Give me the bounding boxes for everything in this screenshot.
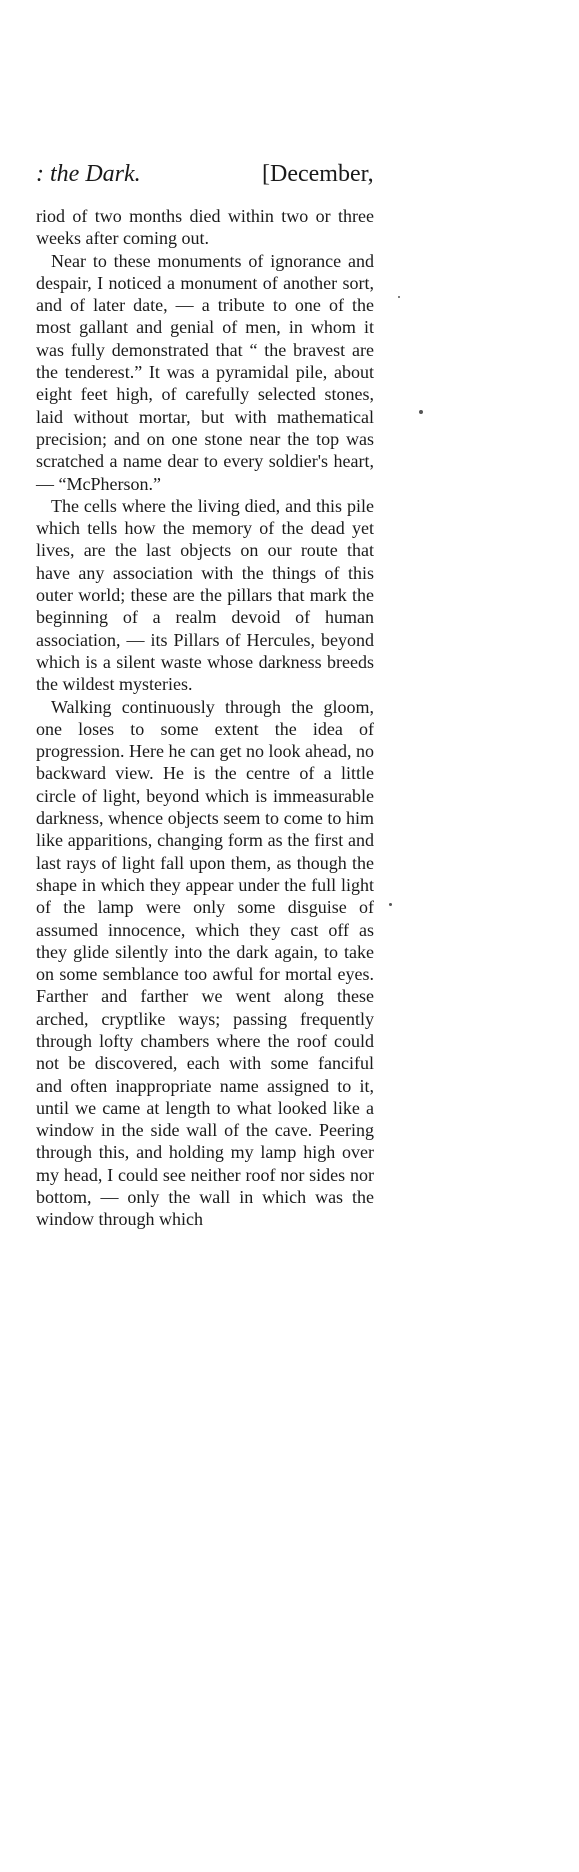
running-date: [December, [262,161,374,187]
print-speck [419,410,423,414]
paragraph-gloom: Walking continuously through the gloom, one loses to some extent the idea of progression. Here he can get no look ahead, no backward view. He is the centre of a little circle of light, beyond which is immeasurable darkness, whence objects seem to come to him like apparitions, changing form as the first and last rays of light fall upon them, as though the shape in which they appear under the full light of the lamp were only some disguise of assumed innocence, which they cast off as they glide silently into the dark again, to take on some semblance too awful for mortal eyes. Farther and farther we went along these arched, cryptlike ways; passing frequently through lofty chambers where the roof could not be discovered, each with some fanciful and often inappropriate name assigned to it, until we came at length to what looked like a window in the side wall of the cave. Peering through this, and holding my lamp high over my head, I could see neither roof nor sides nor bottom, — only the wall in which was the window through which [36,696,374,1230]
print-speck [398,296,400,298]
running-title: : the Dark. [36,161,141,187]
paragraph-monument: Near to these monuments of ignorance and despair, I noticed a monument of another sort, and of later date, — a tribute to one of the most gallant and genial of men, in whom it was fully demonstrated that “ the bravest are the tenderest.” It was a pyramidal pile, about eight feet high, of carefully selected stones, laid without mortar, but with mathematical precision; and on one stone near the top was scratched a name dear to every soldier's heart, — “McPherson.” [36,250,374,494]
running-header [36,156,456,192]
paragraph-pillars: The cells where the living died, and this pile which tells how the memory of the dead yet lives, are the last objects on our route that have any association with the things of this outer world; these are the pillars that mark the beginning of a realm devoid of human association, — its Pillars of Hercules, beyond which is a silent waste whose darkness breeds the wildest mysteries. [36,495,374,695]
article-body [36,205,374,1231]
print-speck [389,903,392,906]
paragraph-continuation: riod of two months died within two or three weeks after coming out. [36,206,374,249]
